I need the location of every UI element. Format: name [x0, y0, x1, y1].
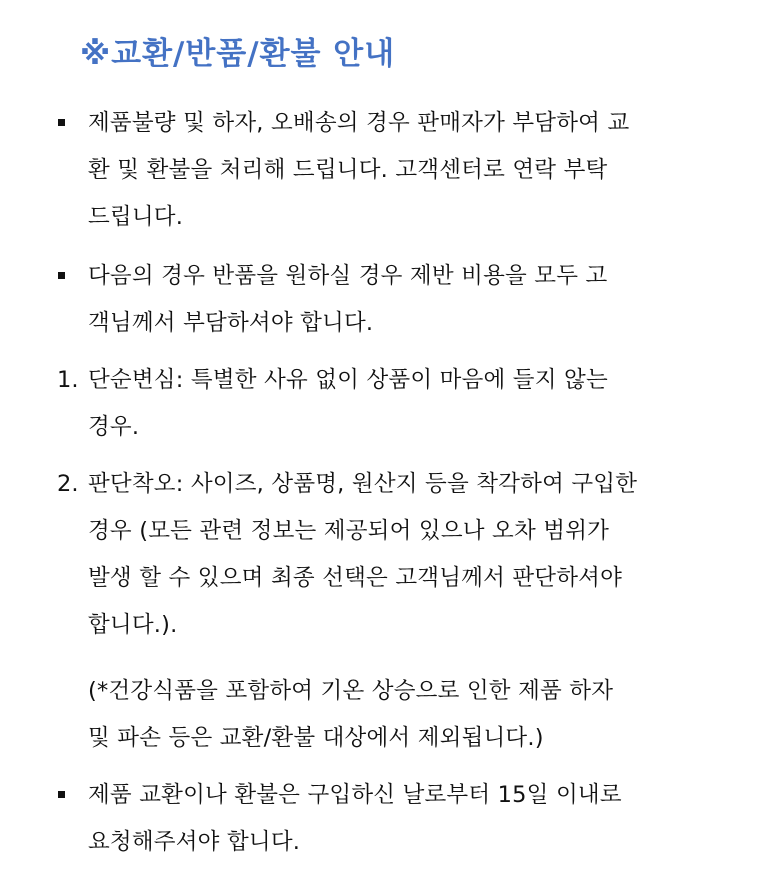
bullet-marker [58, 791, 65, 798]
text-line: 다음의 경우 반품을 원하실 경우 제반 비용을 모두 고 [88, 263, 608, 289]
bullet-marker [58, 272, 65, 279]
list-number: 1. [57, 367, 79, 393]
text-line: 드립니다. [88, 204, 184, 230]
text-line: 제품 교환이나 환불은 구입하신 날로부터 15일 이내로 [88, 782, 622, 808]
bullet-marker [58, 119, 65, 126]
text-line: 객님께서 부담하셔야 합니다. [88, 310, 374, 336]
text-line: 합니다.). [88, 612, 178, 638]
page-title: ※교환/반품/환불 안내 [80, 36, 396, 72]
text-line: 경우. [88, 414, 140, 440]
text-line: 단순변심: 특별한 사유 없이 상품이 마음에 들지 않는 [88, 367, 608, 393]
text-line: 환 및 환불을 처리해 드립니다. 고객센터로 연락 부탁 [88, 157, 608, 183]
text-line: 발생 할 수 있으며 최종 선택은 고객님께서 판단하셔야 [88, 565, 623, 591]
text-line: 경우 (모든 관련 정보는 제공되어 있으나 오차 범위가 [88, 518, 610, 544]
note-line: 및 파손 등은 교환/환불 대상에서 제외됩니다.) [88, 725, 544, 751]
text-line: 요청해주셔야 합니다. [88, 829, 301, 855]
list-number: 2. [57, 471, 79, 497]
text-line: 판단착오: 사이즈, 상품명, 원산지 등을 착각하여 구입한 [88, 471, 638, 497]
text-line: 제품불량 및 하자, 오배송의 경우 판매자가 부담하여 교 [88, 110, 630, 136]
note-line: (*건강식품을 포함하여 기온 상승으로 인한 제품 하자 [88, 678, 614, 704]
